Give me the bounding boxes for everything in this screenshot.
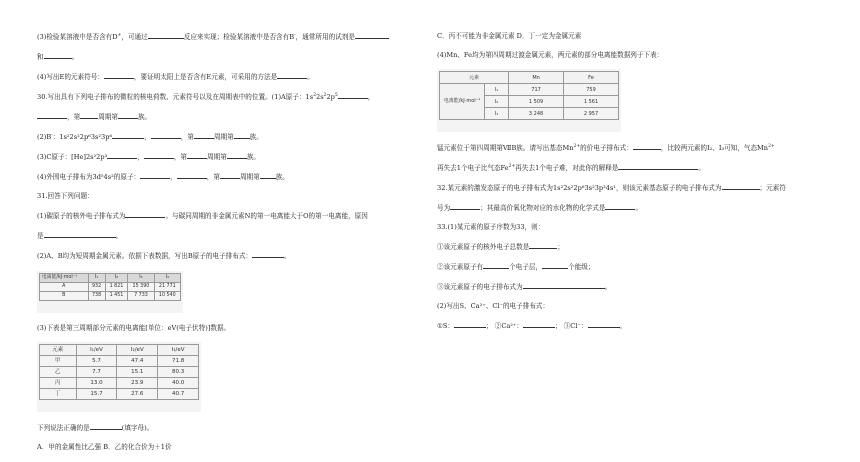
q30-4-line: (4)外围电子排布为3d⁵4s²的原子： ， ，第 周期第 族。 [37, 173, 289, 181]
table-header: 电离能/kJ·mol⁻¹ [40, 274, 89, 283]
table-cell: 1 561 [564, 96, 619, 108]
ionization-table-ev [39, 344, 199, 400]
table-cell: 40.7 [158, 389, 199, 400]
left-column [37, 32, 422, 462]
table-cell: 717 [509, 84, 564, 96]
table-header: Fe [564, 72, 619, 84]
q33-1-line: ①该元素原子的核外电子总数是 ； [437, 243, 564, 251]
table-cell: 7.7 [76, 367, 117, 378]
table-row [40, 378, 199, 389]
q32-line2: 号为 ；其最高价氧化物对应的水化物的化学式是 。 [437, 204, 643, 212]
q31-2-line: (2)A、B均为短周期金属元素。依据下表数据，写出B原子的电子排布式： 。 [37, 252, 291, 260]
q29-3-line1: (3)检验某溶液中是否含有D+，可通过 反应来实现；检验某溶液中是否含有B-，通常所用的试剂是 [37, 32, 422, 41]
table-cell: 759 [564, 84, 619, 96]
table-cell: 21 771 [154, 283, 180, 292]
table-cell: 10 540 [154, 292, 180, 301]
table-cell: 23.9 [117, 378, 158, 389]
table-header: I₃ [128, 274, 154, 283]
table-cell: 5.7 [76, 356, 117, 367]
q31-3-line: (3)下表是第三周期部分元素的电离能[单位：eV(电子伏特)]数据。 [37, 324, 231, 332]
table-row-label: 电离能/kJ·mol⁻¹ [440, 84, 485, 120]
table-cell: 27.6 [117, 389, 158, 400]
table-cell: 15 390 [128, 283, 154, 292]
table-cell: 3 248 [509, 108, 564, 120]
q31-1-line2: 是 。 [37, 232, 123, 240]
table-cell: I₁ [485, 84, 509, 96]
table-cell: 甲 [40, 356, 77, 367]
q30-2-line: (2)B-：1s²2s²2p⁶3s²3p⁶ ， ，第 周期第 族。 [37, 132, 263, 141]
table-cell: A [40, 283, 89, 292]
table-row [40, 292, 181, 301]
table-cell: 13.0 [76, 378, 117, 389]
table-row [440, 84, 619, 96]
table-cell: 丁 [40, 389, 77, 400]
q30-3-line: (3)C原子：[He]2s²2p³ ， ，第 周期第 族。 [37, 153, 260, 161]
q31-3-options-cd: C．丙不可能为非金属元素 D．丁一定为金属元素 [437, 32, 582, 40]
q33-5-line: ①S： ； ②Ca²⁺： ； ③Cl⁻： 。 [437, 322, 627, 330]
ionization-table-ab-wrap [37, 271, 183, 313]
q30-line1: 30.写出具有下列电子排布的微粒的核电荷数、元素符号以及在周期表中的位置。(1)A原子：$1s^22s^22p^5$ ， [37, 92, 375, 101]
table-cell: 丙 [40, 378, 77, 389]
table-cell: 1 451 [105, 292, 128, 301]
mn-fe-table-wrap [437, 69, 621, 132]
ionization-table-ev-wrap [37, 342, 201, 412]
q33-2-line: ②该元素原子有 个电子层， 个能级； [437, 263, 595, 271]
table-cell: 15.1 [117, 367, 158, 378]
table-cell: 80.3 [158, 367, 199, 378]
q33-4-line: (2)写出S、Ca²⁺、Cl⁻的电子排布式： [437, 302, 550, 310]
table-row [40, 356, 199, 367]
table-header: I₂/eV [117, 345, 158, 356]
table-cell: 1 509 [509, 96, 564, 108]
ionization-table-ab [39, 273, 181, 301]
q31-3-question: 下列说法正确的是 (填字母)。 [37, 424, 154, 432]
q33-title: 33.(1)某元素的原子序数为33，则： [437, 223, 545, 231]
table-cell: 1 821 [105, 283, 128, 292]
mn-line2: 再失去1个电子比气态$Fe^{2+}$再失去1个电子难，对此你的解释是 。 [437, 163, 705, 172]
table-cell: 2 957 [564, 108, 619, 120]
table-header: 元素 [40, 345, 77, 356]
q31-4-line: (4)Mn、Fe均为第四周期过渡金属元素，两元素的部分电离能数据列于下表： [437, 51, 664, 59]
table-cell: I₂ [485, 96, 509, 108]
q33-3-line: ③该元素原子的电子排布式为 。 [437, 283, 612, 291]
table-cell: 738 [88, 292, 105, 301]
q32-line1: 32.某元素的激发态原子的电子排布式为1s²2s²2p⁶3s²3p³4s¹，则该元素基态原子的电子排布式为 ；元素符 [437, 184, 786, 192]
table-cell: 乙 [40, 367, 77, 378]
q31-title: 31.回答下列问题： [37, 192, 94, 200]
table-cell: 40.0 [158, 378, 199, 389]
q29-4-line: (4)写出E的元素符号： ，要证明太阳上是否含有E元素，可采用的方法是 。 [37, 73, 314, 81]
table-cell: 47.4 [117, 356, 158, 367]
table-header: 元素 [440, 72, 509, 84]
table-cell: 7 733 [128, 292, 154, 301]
table-header: I₃/eV [158, 345, 199, 356]
mn-line1: 锰元素位于第四周期第ⅦB族。请写出基态$Mn^{2+}$的价电子排布式： ，比较两元素的I₂、I₃可知，气态$Mn^{2+}$ [437, 143, 775, 152]
right-column [437, 32, 832, 341]
mn-fe-table [439, 71, 619, 120]
q31-3-options-ab: A．甲的金属性比乙强 B．乙的化合价为＋1价 [37, 443, 172, 451]
q29-3-line2: 和 。 [37, 53, 79, 61]
table-cell: B [40, 292, 89, 301]
q30-line2: ，第 周期第 族。 [37, 112, 422, 121]
table-cell: 932 [88, 283, 105, 292]
table-row [40, 367, 199, 378]
table-header: I₁ [88, 274, 105, 283]
table-row [40, 283, 181, 292]
table-cell: I₃ [485, 108, 509, 120]
table-cell: 71.8 [158, 356, 199, 367]
table-cell: 15.7 [76, 389, 117, 400]
table-header: I₂ [105, 274, 128, 283]
table-header: Mn [509, 72, 564, 84]
table-header: I₁/eV [76, 345, 117, 356]
q31-1-line1: (1)碳原子的核外电子排布式为 。与碳同周期的非金属元素N的第一电离能大于O的第一电离能，原因 [37, 212, 368, 220]
table-row [40, 389, 199, 400]
table-header: I₄ [154, 274, 180, 283]
